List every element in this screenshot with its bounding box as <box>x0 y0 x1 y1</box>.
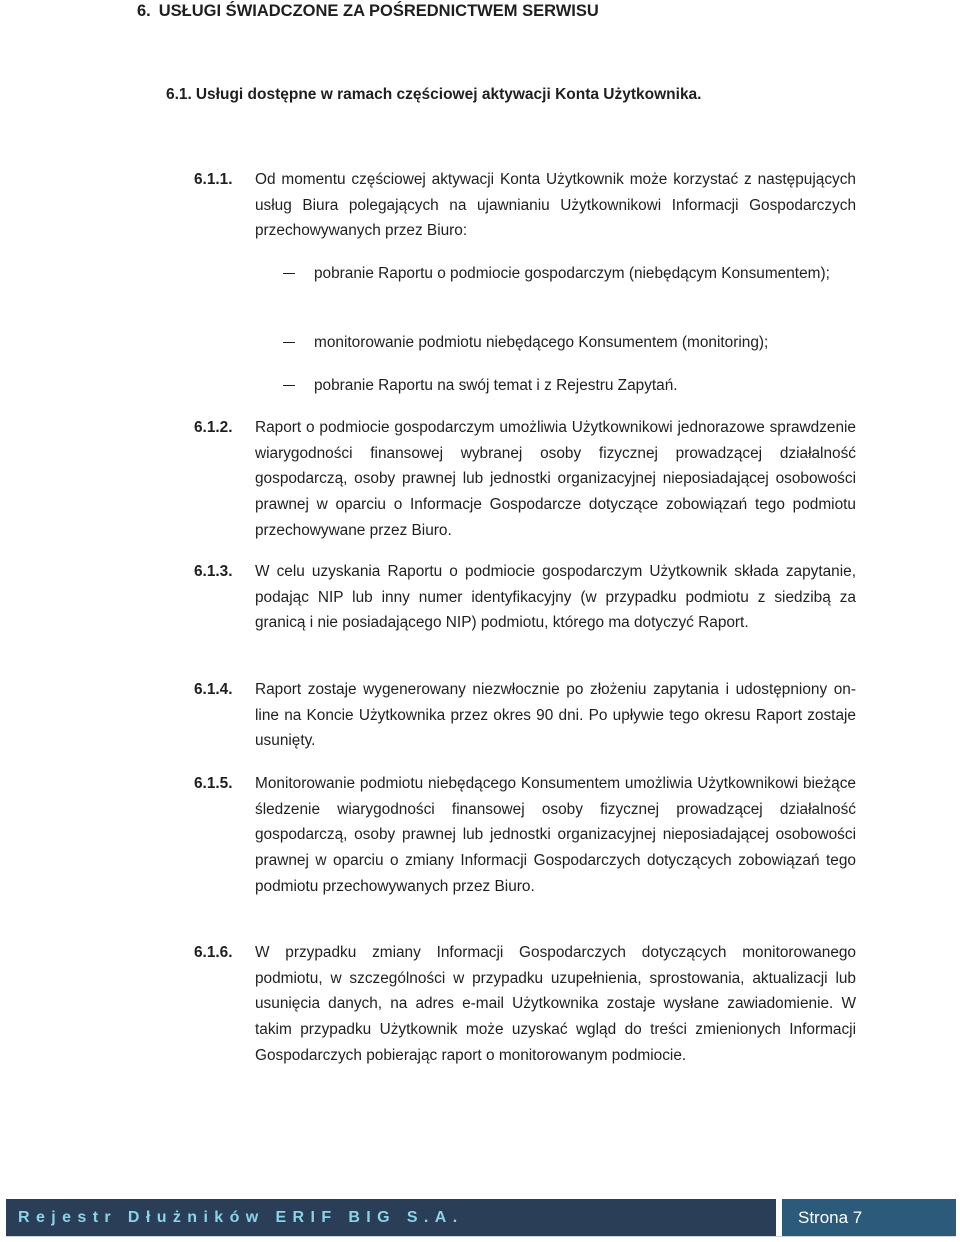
paragraph-text: Raport o podmiocie gospodarczym umożliwia Użytkownikowi jednorazowe sprawdzenie wiarygodności finansowej wybranej osoby fizycznej prowadzącej działalność gospodarczą, osoby prawnej lub jednostki organizacyjnej nieposiadającej osobowości prawnej w oparciu o Informacje Gospodarcze dotyczące zobowiązań tego podmiotu przechowywane przez Biuro. <box>255 419 856 539</box>
paragraph-text: W celu uzyskania Raportu o podmiocie gospodarczym Użytkownik składa zapytanie, podając NIP lub inny numer identyfikacyjny (w przypadku podmiotu z siedzibą za granicą i nie posiadającego NIP) podmiotu, którego ma dotyczyć Raport. <box>255 563 856 632</box>
subsection-title: Usługi dostępne w ramach częściowej aktywacji Konta Użytkownika. <box>195 86 702 103</box>
page-number: Strona 7 <box>782 1199 956 1237</box>
paragraph-6-1-3 <box>194 559 856 636</box>
section-heading <box>137 2 599 21</box>
paragraph-number: 6.1.4. <box>194 681 233 698</box>
section-title: USŁUGI ŚWIADCZONE ZA POŚREDNICTWEM SERWISU <box>158 2 599 20</box>
paragraph-6-1-6 <box>194 940 856 1069</box>
paragraph-6-1-4 <box>194 677 856 754</box>
dash-icon <box>283 273 295 274</box>
footer-company-name: Rejestr Dłużników ERIF BIG S.A. <box>6 1199 776 1237</box>
page-footer <box>6 1199 956 1237</box>
paragraph-number: 6.1.6. <box>194 944 233 961</box>
dash-icon <box>283 342 295 343</box>
subsection-number: 6.1. <box>166 86 192 103</box>
paragraph-number: 6.1.3. <box>194 563 233 580</box>
paragraph-6-1-2 <box>194 415 856 544</box>
paragraph-text: Raport zostaje wygenerowany niezwłocznie po złożeniu zapytania i udostępniony on-line na Koncie Użytkownika przez okres 90 dni. Po upływie tego okresu Raport zostaje usunięty. <box>255 681 856 750</box>
section-number: 6. <box>137 2 151 20</box>
paragraph-text: Od momentu częściowej aktywacji Konta Użytkownik może korzystać z następujących usług Biura polegających na ujawnianiu Użytkownikowi Informacji Gospodarczych przechowywanych przez Biuro: <box>255 171 856 240</box>
paragraph-number: 6.1.2. <box>194 419 233 436</box>
list-item-text: monitorowanie podmiotu niebędącego Konsumentem (monitoring); <box>314 334 769 351</box>
list-item-text: pobranie Raportu na swój temat i z Rejestru Zapytań. <box>314 377 678 394</box>
list-item <box>283 373 856 399</box>
paragraph-6-1-1 <box>194 167 856 244</box>
list-item <box>283 261 856 287</box>
dash-icon <box>283 385 295 386</box>
subsection-heading <box>166 86 702 104</box>
footer-rule <box>6 1236 956 1237</box>
paragraph-number: 6.1.1. <box>194 171 233 188</box>
paragraph-text: Monitorowanie podmiotu niebędącego Konsumentem umożliwia Użytkownikowi bieżące śledzenie wiarygodności finansowej osoby fizycznej prowadzącej działalność gospodarczą, osoby prawnej lub jednostki organizacyjnej nieposiadającej osobowości prawnej w oparciu o zmiany Informacji Gospodarczych dotyczących zobowiązań tego podmiotu przechowywanych przez Biuro. <box>255 775 856 895</box>
list-item <box>283 330 856 356</box>
list-item-text: pobranie Raportu o podmiocie gospodarczym (niebędącym Konsumentem); <box>314 265 830 282</box>
paragraph-6-1-5 <box>194 771 856 900</box>
paragraph-text: W przypadku zmiany Informacji Gospodarczych dotyczących monitorowanego podmiotu, w szczególności w przypadku uzupełnienia, sprostowania, aktualizacji lub usunięcia danych, na adres e-mail Użytkownika zostaje wysłane zawiadomienie. W takim przypadku Użytkownik może uzyskać wgląd do treści zmienionych Informacji Gospodarczych pobierając raport o monitorowanym podmiocie. <box>255 944 856 1064</box>
paragraph-number: 6.1.5. <box>194 775 233 792</box>
